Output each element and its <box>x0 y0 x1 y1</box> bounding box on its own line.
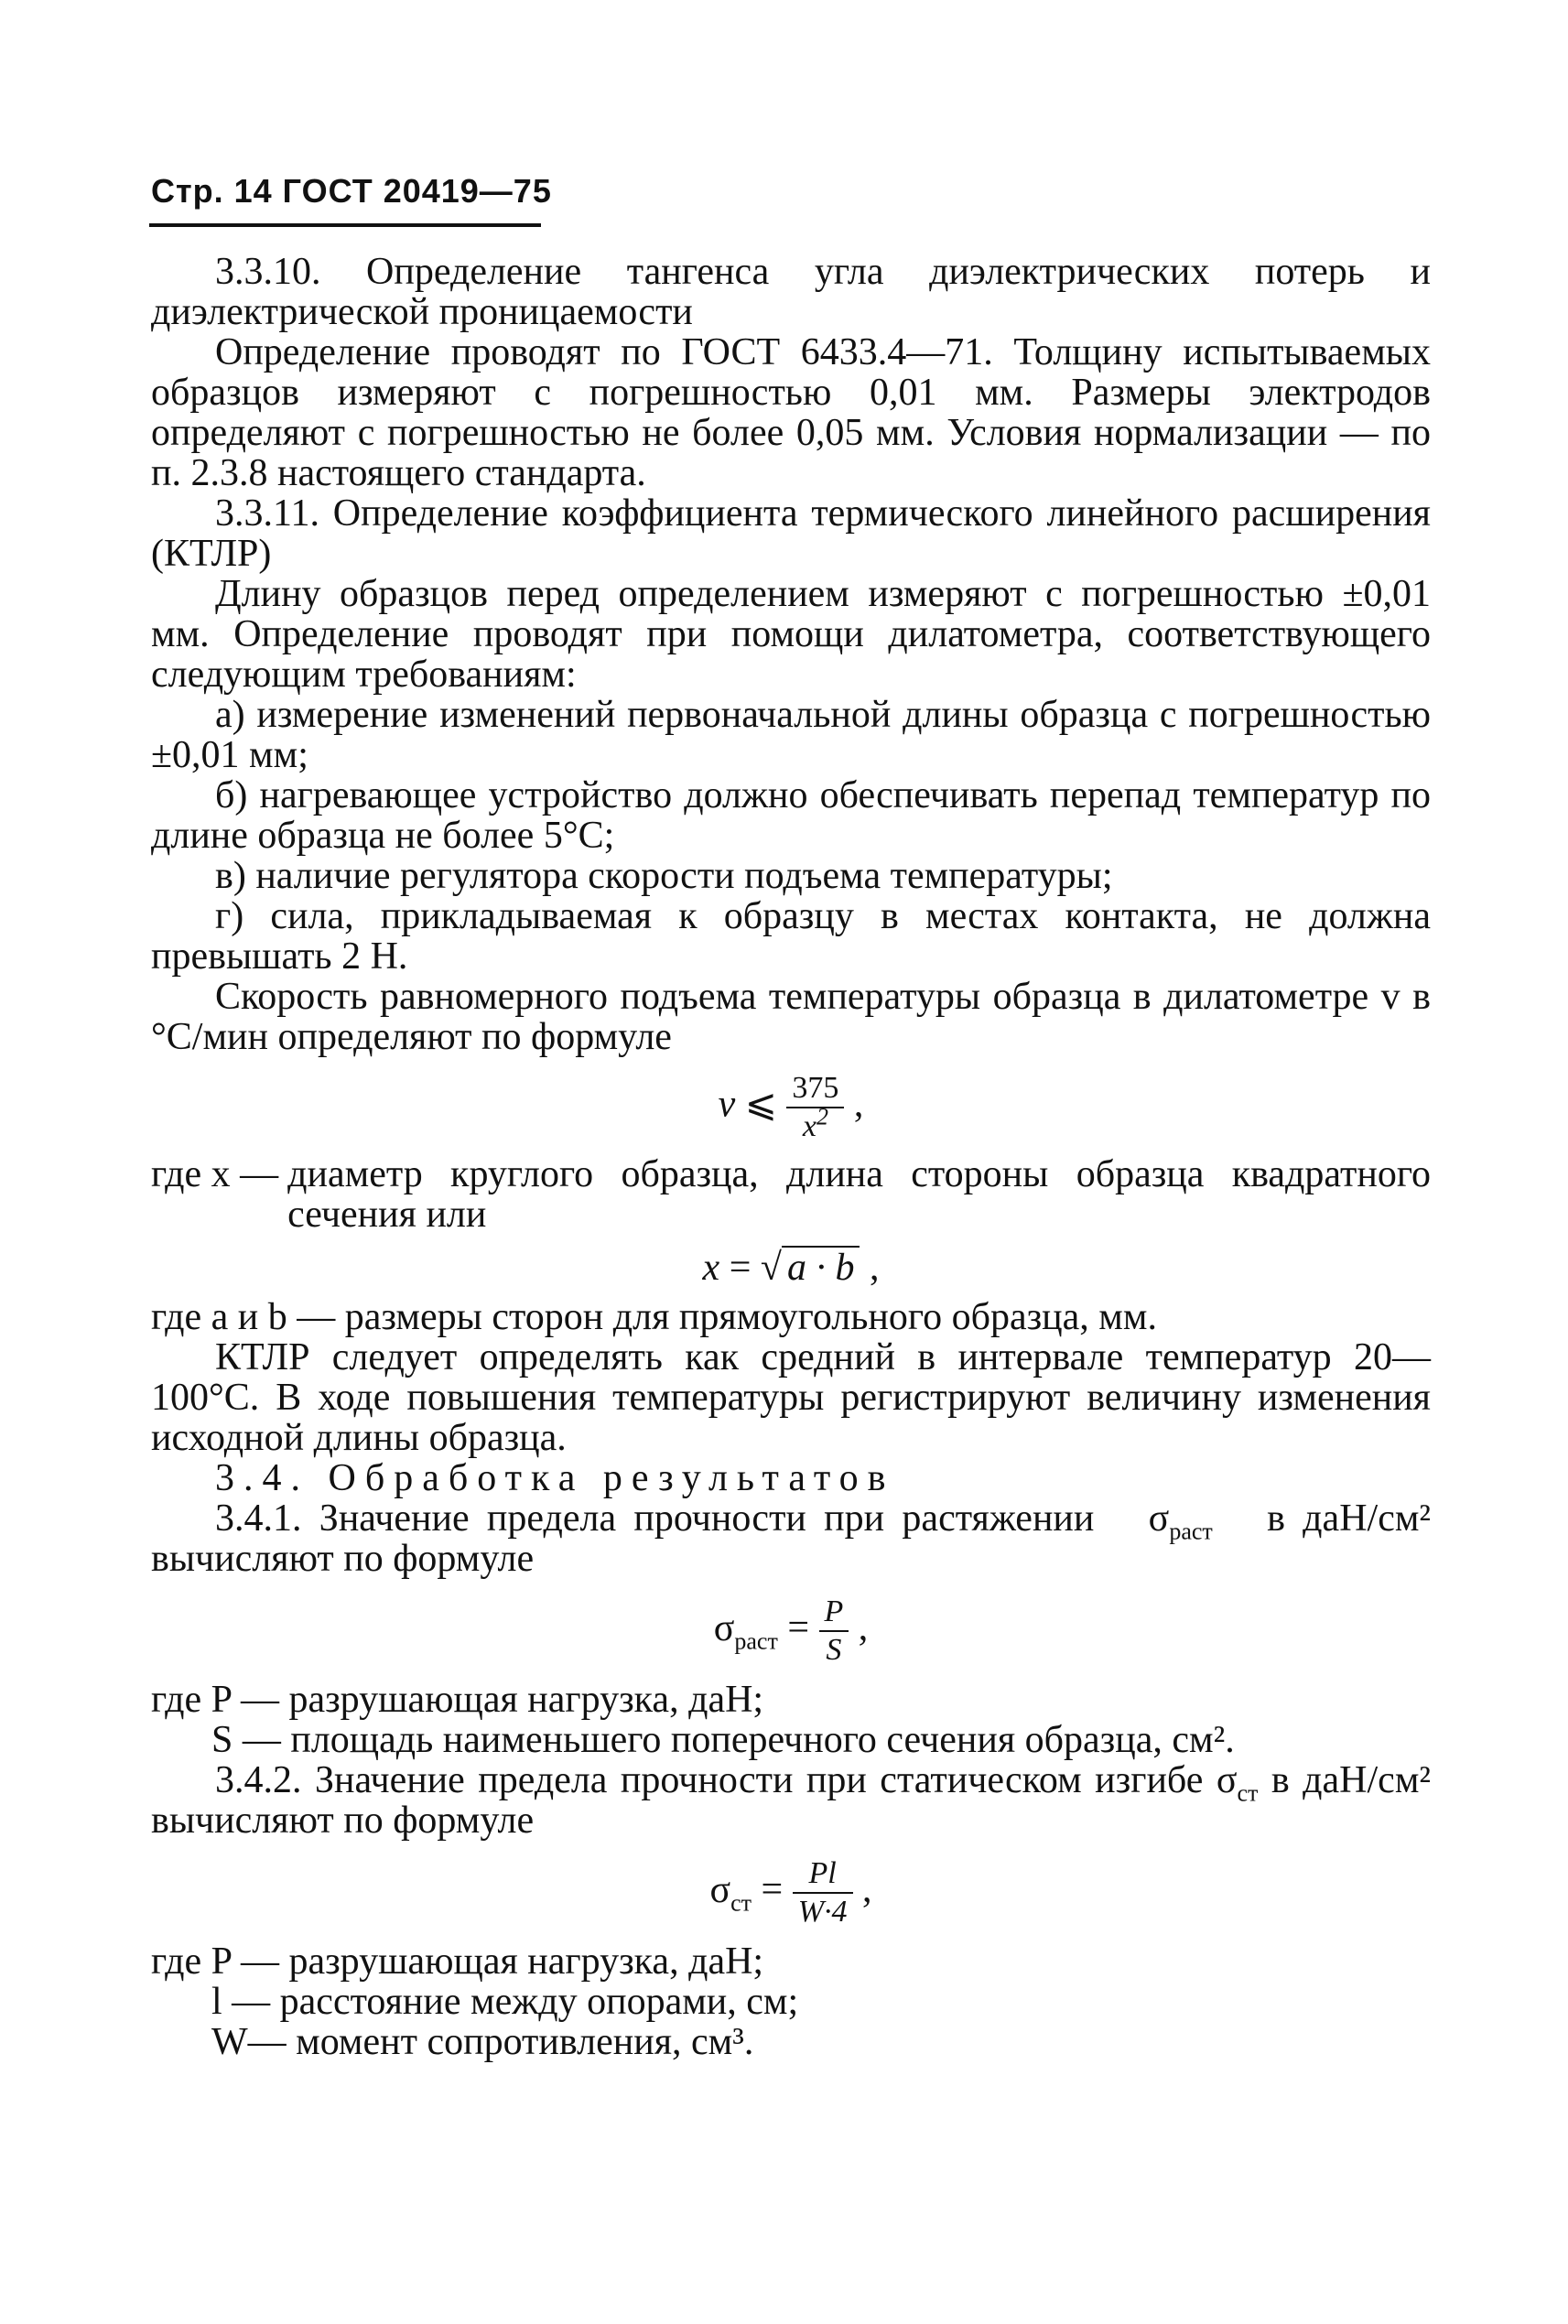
formula-tension-denominator: S <box>826 1633 842 1667</box>
formula-speed-lhs: v <box>718 1083 736 1126</box>
formula-speed-den-sup: 2 <box>816 1103 828 1130</box>
formula-x-tail: , <box>869 1247 880 1289</box>
where-p-tension: где P — разрушающая нагрузка, даН; <box>151 1679 764 1721</box>
formula-bending-fraction <box>793 1855 853 1930</box>
section-3-4-2-sigma <box>1216 1759 1259 1807</box>
formula-x-lhs: x <box>702 1247 720 1289</box>
section-3-4-2-sigma-symbol: σ <box>1216 1759 1238 1801</box>
section-3-4-heading: 3.4. Обработка результатов <box>215 1457 895 1499</box>
page-header: Стр. 14 ГОСТ 20419—75 <box>151 172 552 210</box>
formula-x-root: √ <box>760 1247 782 1289</box>
section-3-4-2-text <box>151 1760 1431 1841</box>
section-3-3-10-heading: 3.3.10. Определение тангенса угла диэлектрических потерь и диэлектрической проницаемости <box>151 251 1431 333</box>
requirement-item-b: б) нагревающее устройство должно обеспечивать перепад температур по длине образца не более 5°С; <box>151 774 1431 857</box>
formula-speed-tail: , <box>853 1083 864 1126</box>
formula-speed <box>151 1070 1431 1145</box>
formula-tension-lhs <box>713 1606 778 1655</box>
formula-tension-op: = <box>787 1606 809 1649</box>
section-3-4-1-text <box>151 1498 1431 1579</box>
section-3-4-1-sigma-sub: раст <box>1169 1518 1213 1545</box>
formula-tension-numerator: P <box>819 1594 849 1632</box>
where-x-definition <box>151 1154 1431 1235</box>
requirement-item-v: в) наличие регулятора скорости подъема температуры; <box>215 855 1113 897</box>
formula-speed-op: ⩽ <box>744 1083 777 1126</box>
section-3-4-1-sigma-symbol: σ <box>1148 1497 1170 1540</box>
formula-bending-tail: , <box>862 1868 872 1911</box>
section-3-3-11-heading: 3.3.11. Определение коэффициента термического линейного расширения (КТЛР) <box>151 492 1431 575</box>
where-ab-definition: где a и b — размеры сторон для прямоугольного образца, мм. <box>151 1296 1157 1338</box>
ktlr-final-text: КТЛР следует определять как средний в интервале температур 20—100°С. В ходе повышения температуры регистрируют величину изменения исходной длины образца. <box>151 1336 1431 1459</box>
formula-speed-fraction <box>786 1070 844 1145</box>
formula-tension <box>151 1594 1431 1669</box>
formula-bending-op: = <box>761 1868 784 1911</box>
formula-tension-tail: , <box>858 1606 869 1649</box>
requirement-item-g: г) сила, прикладываемая к образцу в местах контакта, не должна превышать 2 Н. <box>151 895 1431 978</box>
requirement-item-a: а) измерение изменений первоначальной длины образца с погрешностью ±0,01 мм; <box>151 694 1431 776</box>
section-3-4-1-text-before: 3.4.1. Значение предела прочности при растяжении <box>215 1497 1095 1540</box>
formula-bending-lhs <box>709 1868 752 1917</box>
where-w-bending: W— момент сопротивления, см³. <box>211 2021 754 2063</box>
header-rule <box>149 223 541 227</box>
formula-bending-lhs-sub: ст <box>730 1889 752 1917</box>
section-3-4-2-text-before: 3.4.2. Значение предела прочности при статическом изгибе <box>215 1759 1204 1801</box>
section-3-3-11-text: Длину образцов перед определением измеряют с погрешностью ±0,01 мм. Определение проводят при помощи дилатометра, соответствующего следующим требованиям: <box>151 573 1431 696</box>
formula-x <box>151 1246 1431 1288</box>
section-3-4-1-text-after: в даН/см² вычисляют по формуле <box>151 1497 1432 1580</box>
section-3-4-1-sigma <box>1112 1497 1249 1545</box>
section-3-3-10-text: Определение проводят по ГОСТ 6433.4—71. Толщину испытываемых образцов измеряют с погрешностью 0,01 мм. Размеры электродов определяют с погрешностью не более 0,05 мм. Условия нормализации — по п. 2.3.8 настоящего стандарта. <box>151 331 1431 494</box>
formula-x-op: = <box>729 1247 752 1289</box>
where-l-bending: l — расстояние между опорами, см; <box>211 1981 799 2023</box>
formula-bending-lhs-symbol: σ <box>709 1868 731 1911</box>
where-p-bending: где P — разрушающая нагрузка, даН; <box>151 1940 764 1983</box>
formula-bending-numerator: Pl <box>793 1855 853 1894</box>
page-content <box>151 252 1431 2062</box>
section-3-4-2-text-after: в даН/см² вычисляют по формуле <box>151 1759 1431 1842</box>
section-3-4-2-sigma-sub: ст <box>1237 1779 1259 1807</box>
formula-tension-fraction <box>819 1594 849 1669</box>
formula-speed-denominator <box>786 1103 844 1145</box>
where-s-tension: S — площадь наименьшего поперечного сечения образца, см². <box>211 1719 1235 1761</box>
speed-text: Скорость равномерного подъема температуры образца в дилатометре v в °С/мин определяют по формуле <box>151 976 1431 1058</box>
formula-speed-numerator: 375 <box>786 1070 844 1108</box>
formula-bending-denominator: W·4 <box>797 1895 848 1929</box>
formula-bending <box>151 1855 1431 1930</box>
formula-tension-lhs-symbol: σ <box>713 1606 735 1649</box>
where-x-lead: где x — <box>151 1153 279 1195</box>
formula-tension-lhs-sub: раст <box>734 1627 778 1655</box>
formula-speed-den-var: x <box>802 1109 816 1143</box>
formula-x-radicand: a · b <box>782 1246 860 1288</box>
where-x-body: диаметр круглого образца, длина стороны образца квадратного сечения или <box>287 1153 1431 1236</box>
